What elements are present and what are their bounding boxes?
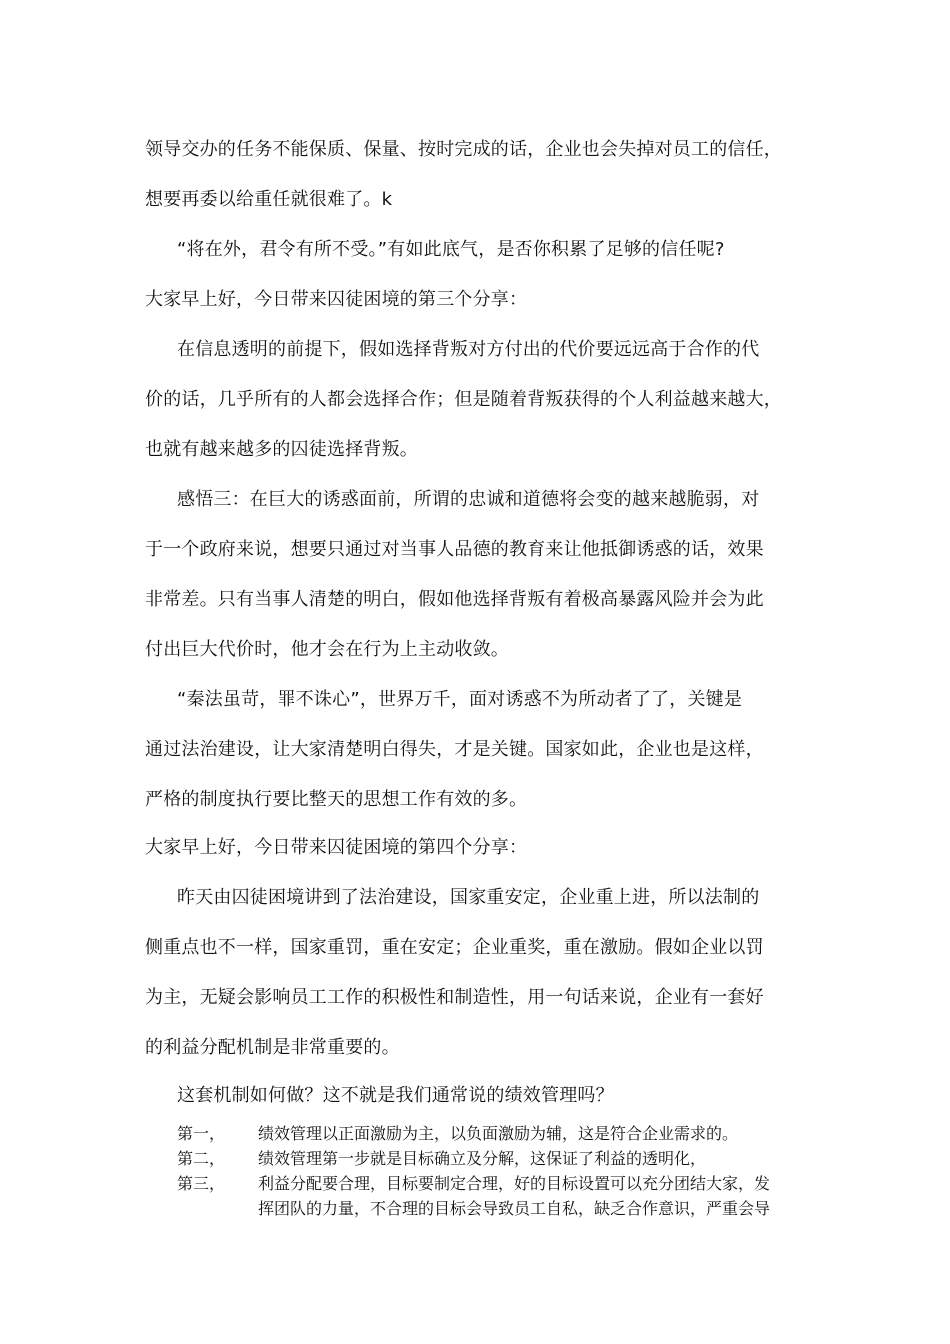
list-item-label: 第一， bbox=[177, 1124, 226, 1143]
text-line: 侧重点也不一样，国家重罚，重在安定；企业重奖，重在激励。假如企业以罚 bbox=[145, 937, 764, 958]
list-item-label: 第三， bbox=[177, 1174, 226, 1193]
text-line: 昨天由囚徒困境讲到了法治建设，国家重安定，企业重上进，所以法制的 bbox=[177, 887, 760, 908]
text-line: 的利益分配机制是非常重要的。 bbox=[145, 1037, 400, 1058]
section-heading: 大家早上好，今日带来囚徒困境的第四个分享： bbox=[145, 837, 528, 858]
text-line: 价的话，几乎所有的人都会选择合作；但是随着背叛获得的个人利益越来越大， bbox=[145, 389, 782, 410]
text-line: “将在外，君令有所不受。”有如此底气，是否你积累了足够的信任呢? bbox=[177, 239, 725, 260]
text-line: “秦法虽苛，罪不诛心”，世界万千，面对诱惑不为所动者了了，关键是 bbox=[177, 689, 743, 710]
text-line: 付出巨大代价时，他才会在行为上主动收敛。 bbox=[145, 639, 509, 660]
text-line: 通过法治建设，让大家清楚明白得失，才是关键。国家如此，企业也是这样， bbox=[145, 739, 764, 760]
list-item-text: 绩效管理第一步就是目标确立及分解，这保证了利益的透明化， bbox=[258, 1149, 707, 1168]
text-line: 非常差。只有当事人清楚的明白，假如他选择背叛有着极高暴露风险并会为此 bbox=[145, 589, 764, 610]
text-line: 感悟三：在巨大的诱惑面前，所谓的忠诚和道德将会变的越来越脆弱，对 bbox=[177, 489, 760, 510]
list-item-label: 第二， bbox=[177, 1149, 226, 1168]
text-line: 领导交办的任务不能保质、保量、按时完成的话，企业也会失掉对员工的信任， bbox=[145, 139, 782, 160]
text-line: 在信息透明的前提下，假如选择背叛对方付出的代价要远远高于合作的代 bbox=[177, 339, 760, 360]
text-line: 这套机制如何做？这不就是我们通常说的绩效管理吗？ bbox=[177, 1085, 614, 1106]
list-item-text: 绩效管理以正面激励为主，以负面激励为辅，这是符合企业需求的。 bbox=[258, 1124, 739, 1143]
list-item-text: 利益分配要合理，目标要制定合理，好的目标设置可以充分团结大家，发 bbox=[258, 1174, 771, 1193]
text-line: 严格的制度执行要比整天的思想工作有效的多。 bbox=[145, 789, 528, 810]
list-item-text: 挥团队的力量，不合理的目标会导致员工自私，缺乏合作意识，严重会导 bbox=[258, 1199, 771, 1218]
section-heading: 大家早上好，今日带来囚徒困境的第三个分享： bbox=[145, 289, 528, 310]
text-line: 也就有越来越多的囚徒选择背叛。 bbox=[145, 439, 418, 460]
text-line: 想要再委以给重任就很难了。k bbox=[145, 189, 393, 210]
text-line: 于一个政府来说，想要只通过对当事人品德的教育来让他抵御诱惑的话，效果 bbox=[145, 539, 764, 560]
text-line: 为主，无疑会影响员工工作的积极性和制造性，用一句话来说，企业有一套好 bbox=[145, 987, 764, 1008]
